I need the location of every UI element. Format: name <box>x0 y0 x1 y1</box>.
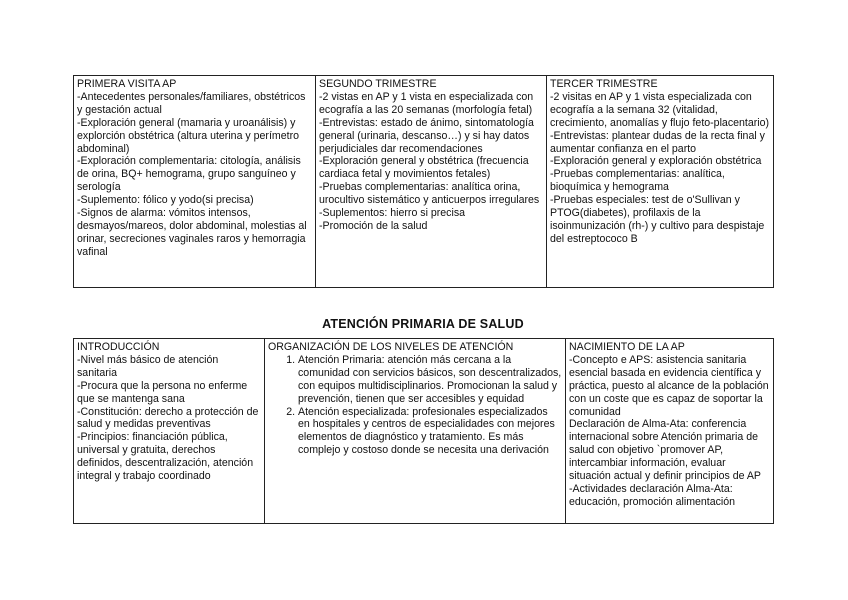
cell-line: -2 vistas en AP y 1 vista en especializada con ecografía a las 20 semanas (morfología fetal) <box>319 90 534 116</box>
cell-line: -Antecedentes personales/familiares, obstétricos y gestación actual <box>77 90 306 116</box>
cell-line: -Pruebas especiales: test de o'Sullivan y PTOG(diabetes), profilaxis de la isoinmunización (rh-) y cultivo para despistaje del estreptococo B <box>550 194 765 245</box>
cell-line: -Exploración general y obstétrica (frecuencia cardiaca fetal y movimientos fetales) <box>319 155 529 181</box>
cell-heading: INTRODUCCIÓN <box>77 341 160 353</box>
cell-heading: TERCER TRIMESTRE <box>550 78 658 90</box>
prenatal-visits-table <box>73 75 774 288</box>
first-visit-cell <box>74 76 316 288</box>
cell-line: -Concepto e APS: asistencia sanitaria esencial basada en evidencia científica y práctica, puesto al alcance de la población con un coste que es capaz de soportar la comunidad <box>569 353 769 418</box>
cell-heading: NACIMIENTO DE LA AP <box>569 341 685 353</box>
second-trimester-cell <box>316 76 547 288</box>
introduction-cell <box>74 339 265 524</box>
organization-levels-cell <box>265 339 566 524</box>
cell-heading: SEGUNDO TRIMESTRE <box>319 78 437 90</box>
cell-line: -Suplementos: hierro si precisa <box>319 207 466 220</box>
cell-line: -Entrevistas: plantear dudas de la recta final y aumentar confianza en el parto <box>550 129 765 155</box>
cell-line: -Promoción de la salud <box>319 219 428 232</box>
primary-care-table <box>73 338 774 524</box>
list-item: 1. Atención Primaria: atención más cercana a la comunidad con servicios básicos, son descentralizados, con equipos multidisciplinarios. Promocionan la salud y prevención, tienen que ser accesibles y equidad <box>298 354 562 406</box>
ap-origin-cell <box>566 339 774 524</box>
cell-line: -Pruebas complementarias: analítica, bioquímica y hemograma <box>550 168 725 194</box>
cell-line: -Procura que la persona no enferme que se mantenga sana <box>77 379 248 405</box>
cell-line: -Signos de alarma: vómitos intensos, desmayos/mareos, dolor abdominal, molestias al orinar, secreciones vaginales raros y hemorragia vafinal <box>77 207 307 258</box>
cell-line: -2 visitas en AP y 1 vista especializada con ecografía a la semana 32 (vitalidad, crecimiento, anomalías y flujo feto-placentario) <box>550 90 770 129</box>
cell-line: -Nivel más básico de atención sanitaria <box>77 353 219 379</box>
third-trimester-cell <box>547 76 774 288</box>
cell-line: Declaración de Alma-Ata: conferencia internacional sobre Atención primaria de salud con objetivo `promover AP, intercambiar información, evaluar situación actual y definir principios de AP <box>569 418 761 483</box>
section-title: ATENCIÓN PRIMARIA DE SALUD <box>322 317 524 331</box>
cell-line: -Exploración general y exploración obstétrica <box>550 155 762 168</box>
cell-line: -Actividades declaración Alma-Ata: educación, promoción alimentación <box>569 482 736 508</box>
cell-line: -Principios: financiación pública, universal y gratuita, derechos definidos, descentralización, atención integral y trabajo coordinado <box>77 431 254 483</box>
cell-line: -Exploración complementaria: citología, análisis de orina, BQ+ hemograma, grupo sanguíneo y serología <box>77 155 301 194</box>
cell-line: -Constitución: derecho a protección de salud y medidas preventivas <box>77 405 259 431</box>
cell-heading: ORGANIZACIÓN DE LOS NIVELES DE ATENCIÓN <box>268 341 514 353</box>
cell-line: -Entrevistas: estado de ánimo, sintomatología general (urinaria, descanso…) y si hay datos perjudiciales dar recomendaciones <box>319 116 534 155</box>
cell-line: -Exploración general (mamaria y uroanálisis) y explorción obstétrica (altura uterina y perímetro abdominal) <box>77 116 299 155</box>
list-item: 2. Atención especializada: profesionales especializados en hospitales y centros de especialidades con mejores elementos de diagnóstico y tratamiento. Es más complejo y costoso donde se necesita una derivación <box>298 406 562 458</box>
cell-heading: PRIMERA VISITA AP <box>77 78 177 90</box>
levels-list <box>268 354 562 457</box>
cell-line: -Suplemento: fólico y yodo(si precisa) <box>77 194 254 207</box>
cell-line: -Pruebas complementarias: analítica orina, urocultivo sistemático y anticuerpos irregulares <box>319 181 540 207</box>
